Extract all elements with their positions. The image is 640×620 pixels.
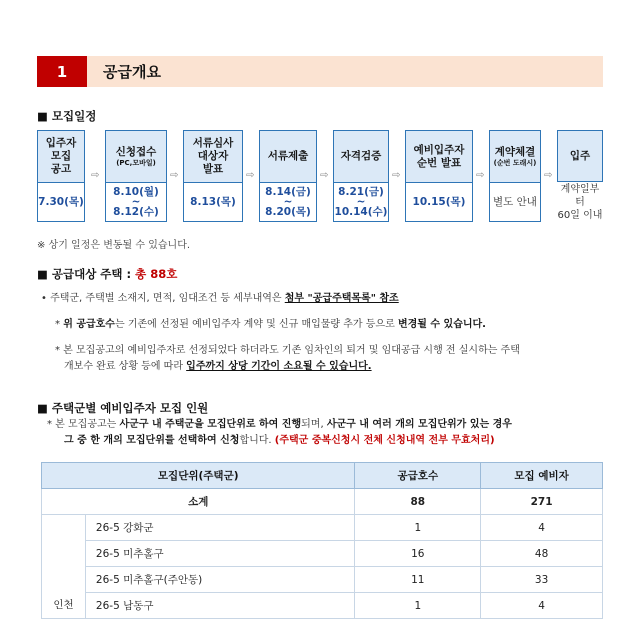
reserve-cell: 4 (481, 593, 603, 619)
step-date (406, 183, 472, 221)
table-row (42, 541, 603, 567)
step-date (260, 183, 316, 221)
step-title-line: 계약체결 (494, 145, 536, 158)
schedule-step-notice (37, 130, 85, 222)
step-title-line: 순번 발표 (416, 156, 462, 169)
step-title-line: 서류심사 (192, 137, 234, 149)
target-note-2 (55, 344, 520, 358)
target-note-1 (55, 318, 486, 332)
reserve-cell: 4 (481, 515, 603, 541)
header-supply: 공급호수 (355, 463, 481, 489)
step-title (557, 130, 603, 182)
arrow-icon: ⇨ (320, 170, 329, 181)
table-subtotal-row (42, 489, 603, 515)
step-date-line: ~ (283, 196, 293, 208)
section-header (37, 56, 603, 87)
recruit-note-line-2 (64, 434, 495, 448)
step-date-line: 계약일부터 (560, 183, 600, 208)
step-title-line: 공고 (50, 163, 72, 175)
subtotal-supply: 88 (355, 489, 481, 515)
unit-cell: 26-5 남동구 (85, 593, 355, 619)
note-emphasis: 사군구 내 여러 개의 모집단위가 있는 경우 (326, 419, 512, 430)
schedule-step-announcement (405, 130, 473, 222)
step-date (334, 183, 388, 221)
unit-cell: 26-5 미추홀구 (85, 541, 355, 567)
step-date-line: 8.13(목) (190, 196, 236, 208)
step-title (38, 131, 84, 183)
note-text: 개보수 완료 상황 등에 따라 (64, 361, 187, 372)
subtotal-label: 소계 (42, 489, 355, 515)
step-subtitle: (순번 도래시) (493, 158, 537, 167)
table-row (42, 515, 603, 541)
table-row (42, 593, 603, 619)
step-date-line: 별도 안내 (493, 196, 537, 208)
schedule-note: ※ 상기 일정은 변동될 수 있습니다. (37, 240, 191, 251)
note-text: 합니다. (239, 435, 275, 446)
step-title (406, 131, 472, 183)
step-title-line: 입주자 (45, 137, 77, 149)
schedule-step-contract (489, 130, 541, 222)
note-text: 는 기존에 선정된 예비입주자 계약 및 신규 매입물량 추가 등으로 (114, 319, 398, 330)
step-date-line: 8.20(목) (265, 206, 311, 218)
step-date (106, 183, 166, 221)
supply-cell: 16 (355, 541, 481, 567)
note-text: 되며, (301, 419, 327, 430)
step-date-line: ~ (131, 196, 141, 208)
step-title-line: 자격검증 (340, 150, 382, 162)
schedule-step-verification (333, 130, 389, 222)
step-title-line: 입주 (569, 149, 591, 162)
step-title-line: 발표 (202, 163, 224, 175)
schedule-step-documents (259, 130, 317, 222)
step-date-line: 8.10(월) (113, 186, 159, 198)
note-text: * 본 모집공고는 (47, 419, 120, 430)
schedule-step-screening (183, 130, 243, 222)
section-number: 1 (37, 56, 87, 87)
unit-cell: 26-5 강화군 (85, 515, 355, 541)
step-title (184, 131, 242, 183)
target-count: 총 88호 (135, 267, 178, 281)
arrow-icon: ⇨ (91, 170, 100, 181)
target-heading-label: ■ 공급대상 주택 : (37, 267, 136, 281)
arrow-icon: ⇨ (392, 170, 401, 181)
table-header-row (42, 463, 603, 489)
target-note-2-cont (64, 360, 372, 374)
arrow-icon: ⇨ (170, 170, 179, 181)
schedule-heading: ■ 모집일정 (37, 109, 97, 123)
unit-cell: 26-5 미추홀구(주안동) (85, 567, 355, 593)
step-title-line: 서류제출 (267, 150, 309, 162)
step-title (490, 131, 540, 183)
supply-cell: 11 (355, 567, 481, 593)
target-heading (37, 266, 177, 282)
recruit-table (41, 462, 603, 619)
note-warning: (주택군 중복신청시 전체 신청내역 전부 무효처리) (274, 435, 495, 446)
step-date-line: ~ (356, 196, 366, 208)
step-title (334, 131, 388, 183)
note-emphasis: 그 중 한 개의 모집단위를 선택하여 신청 (64, 435, 240, 446)
section-title: 공급개요 (103, 63, 161, 81)
step-title (106, 131, 166, 183)
note-marker: * (55, 319, 64, 330)
step-title-line: 모집 (50, 150, 72, 162)
step-date-line: 8.12(수) (113, 206, 159, 218)
step-date-line: 60일 이내 (557, 209, 603, 221)
reserve-cell: 33 (481, 567, 603, 593)
target-bullet (41, 292, 399, 306)
step-title (260, 131, 316, 183)
header-reserve: 모집 예비자 (481, 463, 603, 489)
note-emphasis: 위 공급호수 (63, 319, 115, 330)
step-date-line: 8.14(금) (265, 186, 311, 198)
arrow-icon: ⇨ (544, 170, 553, 181)
supply-cell: 1 (355, 593, 481, 619)
step-date (490, 183, 540, 221)
step-title-line: 신청접수 (115, 145, 157, 158)
supply-cell: 1 (355, 515, 481, 541)
note-emphasis: 사군구 내 주택군을 모집단위로 하여 진행 (119, 419, 302, 430)
step-date-line: 10.14(수) (334, 206, 388, 218)
header-unit: 모집단위(주택군) (42, 463, 355, 489)
step-date-line: 8.21(금) (338, 186, 384, 198)
step-date-line: 10.15(목) (412, 196, 466, 208)
step-date-line: 7.30(목) (38, 196, 84, 208)
region-cell: 인천 (42, 515, 86, 619)
schedule-step-movein (557, 130, 603, 222)
table-row (42, 567, 603, 593)
step-date (184, 183, 242, 221)
note-emphasis: 입주까지 상당 기간이 소요될 수 있습니다. (186, 361, 372, 372)
step-title-line: 예비입주자 (413, 143, 465, 156)
subtotal-reserve: 271 (481, 489, 603, 515)
reserve-cell: 48 (481, 541, 603, 567)
arrow-icon: ⇨ (476, 170, 485, 181)
step-date (557, 182, 603, 222)
schedule-step-application (105, 130, 167, 222)
bullet-text: • 주택군, 주택별 소재지, 면적, 임대조건 등 세부내역은 (41, 293, 285, 304)
bullet-reference: 첨부 "공급주택목록" 참조 (284, 293, 399, 304)
step-date (38, 183, 84, 221)
step-subtitle: (PC,모바일) (116, 158, 156, 167)
step-title-line: 대상자 (197, 150, 229, 162)
note-text: * 본 모집공고의 예비입주자로 선정되었다 하더라도 기존 임차인의 퇴거 및 임대공급 시행 전 실시하는 주택 (55, 345, 520, 356)
recruit-note-line-1 (47, 418, 512, 432)
note-emphasis: 변경될 수 있습니다. (397, 319, 486, 330)
arrow-icon: ⇨ (246, 170, 255, 181)
schedule-timeline (37, 130, 603, 222)
recruit-heading: ■ 주택군별 예비입주자 모집 인원 (37, 401, 209, 415)
